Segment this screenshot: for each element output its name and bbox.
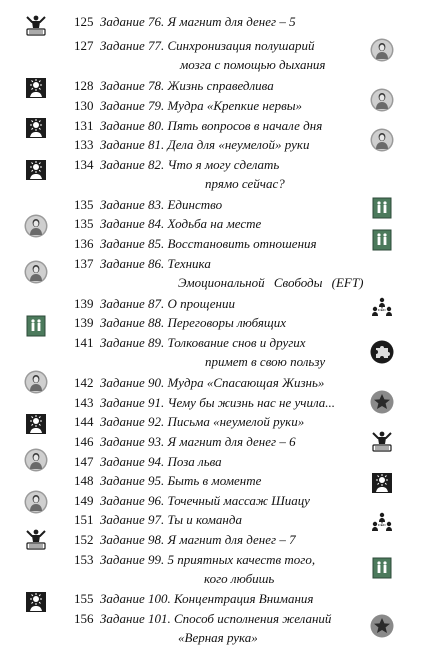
toc-line [74,296,235,312]
task-title: Задание 86. Техника [100,256,211,271]
couple-icon [370,196,394,225]
sun-person-icon [24,590,48,619]
sun-person-icon [370,471,394,500]
toc-line [74,118,322,134]
task-title: Задание 89. Толкование снов и других [100,335,306,350]
page-number: 156 [74,611,94,626]
task-title: Задание 96. Точечный массаж Шиацу [100,493,310,508]
task-title: Задание 91. Чему бы жизнь нас не учила... [100,395,336,410]
page-number: 128 [74,78,94,93]
group-icon [370,295,394,324]
page-number: 137 [74,256,94,271]
page-number: 141 [74,335,94,350]
woman-portrait-icon [24,214,48,243]
task-title: Задание 101. Способ исполнения желаний [100,611,332,626]
toc-line [74,216,261,232]
task-title: Задание 94. Поза льва [100,454,222,469]
toc-line [74,414,304,430]
woman-portrait-icon [370,38,394,67]
page-number: 144 [74,414,94,429]
task-title: Задание 97. Ты и команда [100,512,242,527]
toc-line [74,375,324,391]
task-title: Задание 83. Единство [100,197,223,212]
toc-line [74,454,222,470]
page-number: 147 [74,454,94,469]
woman-portrait-icon [24,448,48,477]
toc-line [74,38,314,54]
money-person-icon [24,14,48,43]
toc-line [74,78,274,94]
page-number: 146 [74,434,94,449]
task-title: Задание 99. 5 приятных качеств того, [100,552,316,567]
task-title: Задание 85. Восстановить отношения [100,236,317,251]
page-number: 139 [74,315,94,330]
task-title: Задание 88. Переговоры любящих [100,315,287,330]
page-number: 135 [74,216,94,231]
task-title-continued: мозга с помощью дыхания [180,57,326,72]
page-number: 151 [74,512,94,527]
toc-line [74,137,309,153]
task-title: Задание 100. Концентрация Внимания [100,591,314,606]
task-title: Задание 80. Пять вопросов в начале дня [100,118,323,133]
task-title: Задание 78. Жизнь справедлива [100,78,274,93]
task-title-continued: примет в свою пользу [205,354,326,369]
sun-person-icon [24,158,48,187]
sun-person-icon [24,412,48,441]
woman-portrait-icon [24,370,48,399]
task-title: Задание 76. Я магнит для денег – 5 [100,14,296,29]
page-number: 133 [74,137,94,152]
toc-line [74,512,242,528]
task-title: Задание 98. Я магнит для денег – 7 [100,532,296,547]
toc-line [74,14,296,30]
toc-line [74,157,279,173]
task-title-continued: «Верная рука» [178,630,258,645]
toc-line [74,434,296,450]
task-title: Задание 92. Письма «неумелой руки» [100,414,305,429]
page-number: 152 [74,532,94,547]
task-title-continued: прямо сейчас? [205,176,285,191]
page-number: 136 [74,236,94,251]
toc-line [74,256,211,272]
couple-icon [370,556,394,585]
couple-icon [24,314,48,343]
toc-line [74,473,261,489]
page-number: 135 [74,197,94,212]
page-number: 143 [74,395,94,410]
task-title-continued: кого любишь [204,571,275,586]
toc-line [74,395,335,411]
toc-line [74,335,306,351]
task-title: Задание 77. Синхронизация полушарий [100,38,315,53]
sun-person-icon [24,76,48,105]
star-icon [370,390,394,419]
toc-line [74,532,296,548]
woman-portrait-icon [370,128,394,157]
task-title: Задание 84. Ходьба на месте [100,216,262,231]
money-person-icon [370,430,394,459]
task-title: Задание 87. О прощении [100,296,235,311]
toc-line [74,236,317,252]
group-icon [370,510,394,539]
page-number: 131 [74,118,94,133]
page-number: 130 [74,98,94,113]
puzzle-icon [370,340,394,369]
couple-icon [370,228,394,257]
task-title: Задание 81. Дела для «неумелой» руки [100,137,310,152]
woman-portrait-icon [24,490,48,519]
page-number: 155 [74,591,94,606]
task-title: Задание 90. Мудра «Спасающая Жизнь» [100,375,325,390]
sun-person-icon [24,116,48,145]
task-title: Задание 93. Я магнит для денег – 6 [100,434,296,449]
task-title: Задание 82. Что я могу сделать [100,157,280,172]
page-number: 127 [74,38,94,53]
woman-portrait-icon [24,260,48,289]
page-number: 148 [74,473,94,488]
page-number: 149 [74,493,94,508]
toc-line [74,315,286,331]
page-number: 142 [74,375,94,390]
woman-portrait-icon [370,88,394,117]
page-number: 139 [74,296,94,311]
toc-line [74,591,313,607]
toc-line [74,197,222,213]
toc-line [74,552,315,568]
task-title: Задание 79. Мудра «Крепкие нервы» [100,98,303,113]
page-number: 125 [74,14,94,29]
money-person-icon [24,528,48,557]
toc-line [74,98,302,114]
task-title-continued: Эмоциональной Свободы (EFT) [178,275,364,290]
page-number: 134 [74,157,94,172]
toc-line [74,493,310,509]
page-number: 153 [74,552,94,567]
toc-line [74,611,331,627]
task-title: Задание 95. Быть в моменте [100,473,262,488]
star-icon [370,614,394,643]
